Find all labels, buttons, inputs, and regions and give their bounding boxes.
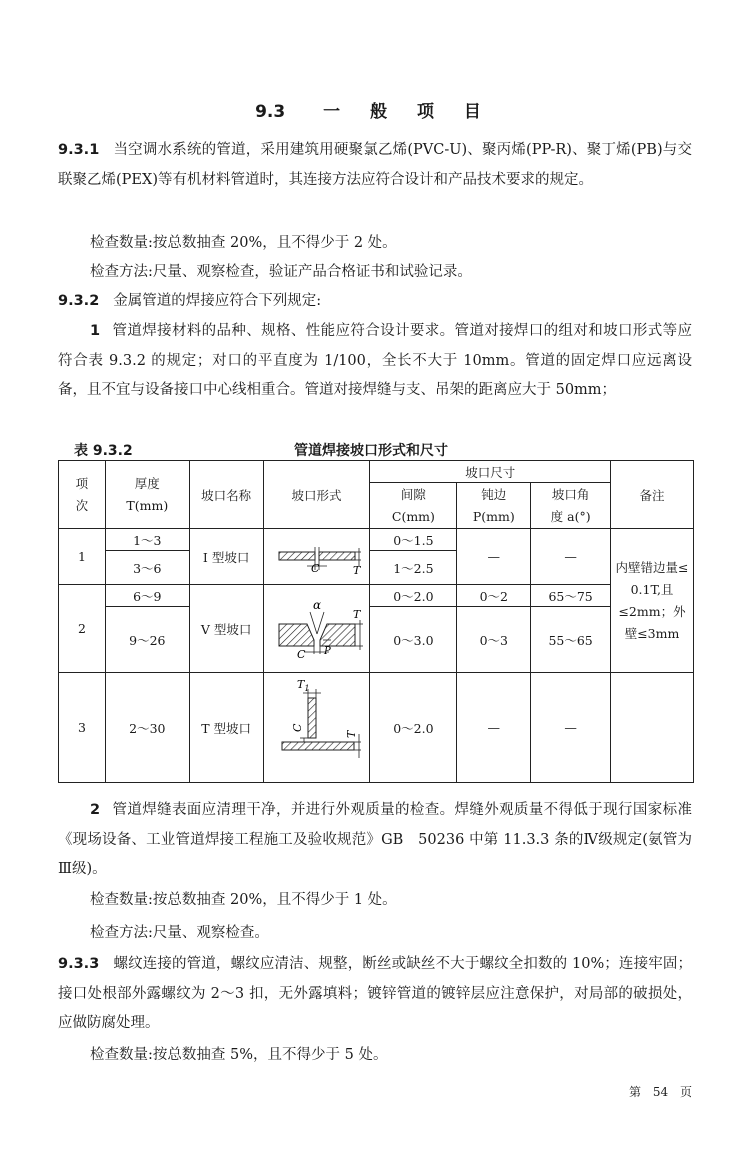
clause-number: 9.3.2	[58, 293, 100, 309]
row-3-item: 3	[59, 673, 106, 783]
item-number: 1	[90, 323, 101, 339]
diagram-label-c: C	[310, 562, 319, 575]
section-title-char: 一	[323, 102, 341, 122]
clause-text: 金属管道的焊接应符合下列规定:	[113, 293, 322, 309]
row-1b-thickness: 3～6	[105, 551, 189, 585]
header-angle	[531, 483, 611, 529]
item-text: 管道焊接材料的品种、规格、性能应符合设计要求。管道对接焊口的组对和坡口形式等应符合表 9.3.2 的规定；对口的平直度为 1/100，全长不大于 10mm。管道的固定焊口应远离设备，且不宜与设备接口中心线相重合。管道对接焊缝与支、吊架的距离应大于 50mm；	[58, 323, 692, 398]
diagram-label-t: T	[352, 608, 360, 621]
row-3-blunt: —	[457, 673, 531, 783]
row-3-note	[611, 673, 694, 783]
table-label: 表 9.3.2	[74, 443, 133, 459]
row-2-item: 2	[59, 585, 106, 673]
row-2b-gap: 0～3.0	[370, 607, 457, 673]
header-gap-label: 间隙	[400, 486, 426, 502]
diagram-label-p: P	[323, 646, 331, 657]
section-title	[0, 97, 748, 122]
clause-9-3-2-item-1	[58, 317, 692, 406]
v-groove-diagram	[267, 594, 367, 660]
header-thickness	[105, 461, 189, 529]
row-2-diagram	[263, 585, 370, 673]
header-groove-name: 坡口名称	[189, 461, 263, 529]
groove-table	[58, 460, 694, 783]
diagram-label-t: T	[344, 730, 358, 738]
header-blunt	[457, 483, 531, 529]
header-item-text: 项次	[75, 475, 89, 513]
clause-text: 螺纹连接的管道，螺纹应清洁、规整，断丝或缺丝不大于螺纹全扣数的 10%；连接牢固；接口处根部外露螺纹为 2～3 扣，无外露填料；镀锌管道的镀锌层应注意保护，对局部的破损处，应做防腐处理。	[58, 956, 692, 1031]
t-groove-diagram	[267, 674, 367, 778]
clause-number: 9.3.3	[58, 956, 100, 972]
page-prefix: 第	[629, 1085, 642, 1099]
row-1a-thickness: 1～3	[105, 529, 189, 551]
table-title: 管道焊接坡口形式和尺寸	[294, 443, 448, 459]
section-title-char: 项	[416, 102, 434, 122]
header-gap	[370, 483, 457, 529]
check-method: 检查方法:尺量、观察检查，验证产品合格证书和试验记录。	[90, 264, 472, 280]
row-2a-gap: 0～2.0	[370, 585, 457, 607]
row-1a-gap: 0～1.5	[370, 529, 457, 551]
row-3-diagram	[263, 673, 370, 783]
check-quantity: 检查数量:按总数抽查 20%，且不得少于 2 处。	[90, 235, 397, 251]
row-2b-thickness: 9～26	[105, 607, 189, 673]
clause-9-3-3	[58, 950, 692, 1039]
row-1-angle: —	[531, 529, 611, 585]
header-blunt-label: 钝边	[481, 486, 507, 502]
header-angle-label: 坡口角	[551, 486, 590, 502]
check-method: 检查方法:尺量、观察检查。	[90, 925, 269, 941]
clause-9-3-2-item-2	[58, 796, 692, 885]
header-blunt-unit: P(mm)	[472, 508, 515, 524]
diagram-label-t1: $T_1$	[296, 678, 309, 693]
check-quantity: 检查数量:按总数抽查 5%，且不得少于 5 处。	[90, 1047, 388, 1063]
header-angle-unit: 度 a(°)	[550, 508, 591, 524]
header-thickness-label: 厚度	[134, 475, 160, 491]
row-3-name: T 型坡口	[189, 673, 263, 783]
row-1-blunt: —	[457, 529, 531, 585]
row-2-name: V 型坡口	[189, 585, 263, 673]
header-note: 备注	[611, 461, 694, 529]
row-1b-gap: 1～2.5	[370, 551, 457, 585]
row-2a-angle: 65～75	[531, 585, 611, 607]
section-title-char: 目	[463, 102, 481, 122]
i-groove-diagram	[267, 530, 367, 580]
row-2b-blunt: 0～3	[457, 607, 531, 673]
table-caption	[74, 440, 694, 460]
row-1-name: I 型坡口	[189, 529, 263, 585]
clause-text: 当空调水系统的管道，采用建筑用硬聚氯乙烯(PVC-U)、聚丙烯(PP-R)、聚丁烯(PB)与交联聚乙烯(PEX)等有机材料管道时，其连接方法应符合设计和产品技术要求的规定。	[58, 142, 692, 188]
row-2a-blunt: 0～2	[457, 585, 531, 607]
row-1-item: 1	[59, 529, 106, 585]
clause-9-3-1	[58, 136, 692, 195]
note-cell: 内壁错边量≤ 0.1T,且≤2mm；外壁≤3mm	[611, 529, 694, 673]
header-groove-form: 坡口形式	[263, 461, 370, 529]
check-quantity: 检查数量:按总数抽查 20%，且不得少于 1 处。	[90, 892, 397, 908]
header-groove-size: 坡口尺寸	[370, 461, 611, 483]
page-number	[625, 1083, 696, 1100]
row-3-gap: 0～2.0	[370, 673, 457, 783]
page-suffix: 页	[679, 1085, 692, 1099]
row-3-thickness: 2～30	[105, 673, 189, 783]
page-number-value: 54	[652, 1085, 669, 1099]
header-thickness-unit: T(mm)	[126, 497, 169, 513]
item-text: 管道焊缝表面应清理干净，并进行外观质量的检查。焊缝外观质量不得低于现行国家标准《现场设备、工业管道焊接工程施工及验收规范》GB 50236 中第 11.3.3 条的Ⅳ级规定(氨管为Ⅲ级)。	[58, 802, 692, 877]
row-3-angle: —	[531, 673, 611, 783]
diagram-label-c: C	[290, 723, 304, 732]
item-number: 2	[90, 802, 101, 818]
clause-9-3-2	[58, 287, 692, 317]
row-1-diagram	[263, 529, 370, 585]
header-item	[59, 461, 106, 529]
section-title-char: 般	[370, 102, 388, 122]
header-gap-unit: C(mm)	[391, 508, 435, 524]
diagram-label-t: T	[352, 564, 360, 577]
section-number: 9.3	[255, 102, 286, 122]
row-2a-thickness: 6～9	[105, 585, 189, 607]
row-2b-angle: 55～65	[531, 607, 611, 673]
diagram-label-c: C	[296, 648, 305, 660]
diagram-label-alpha: α	[312, 598, 321, 612]
clause-number: 9.3.1	[58, 142, 100, 158]
